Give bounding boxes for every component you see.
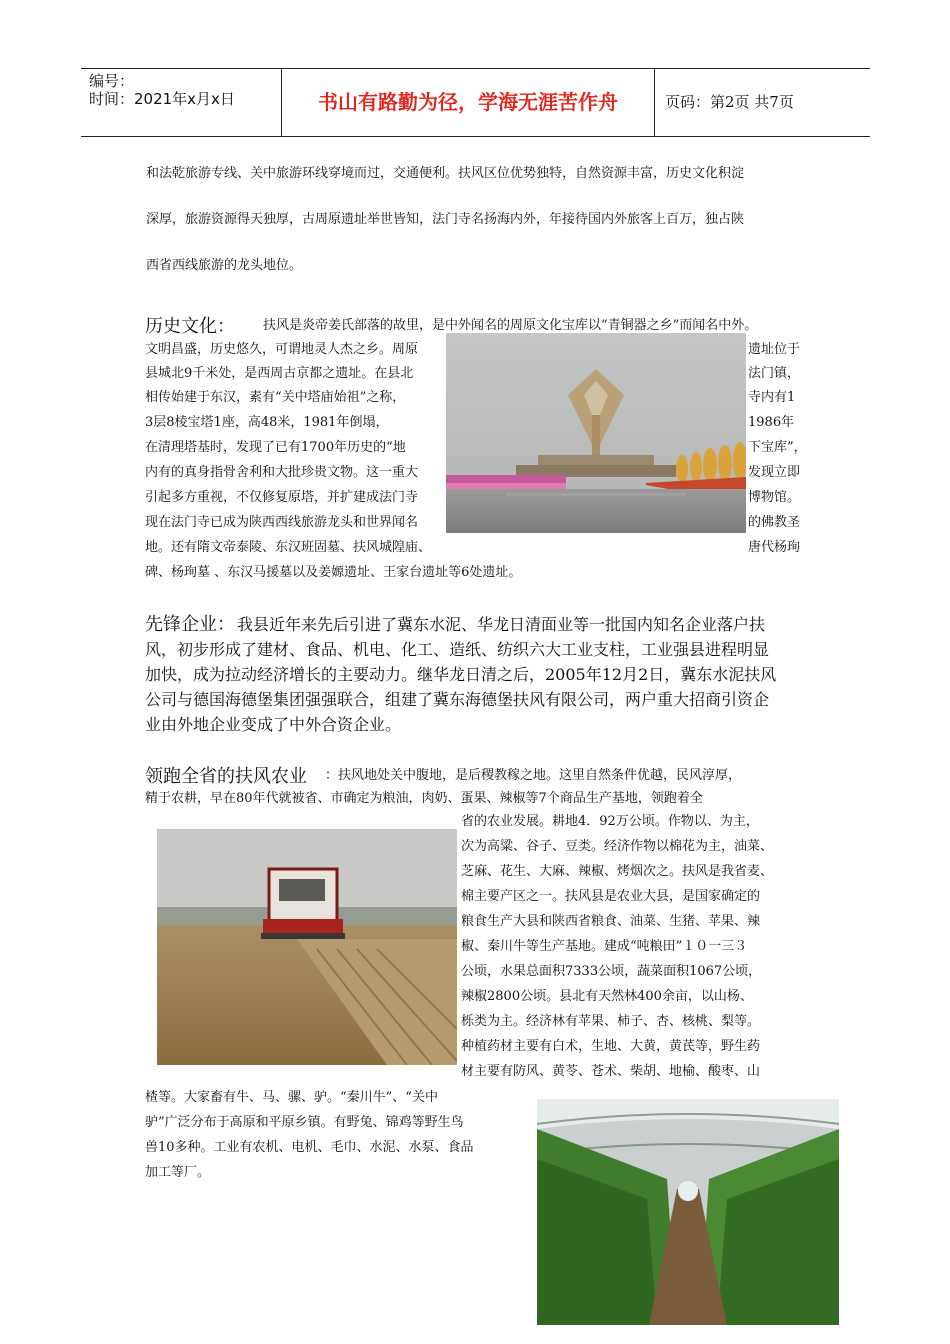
agriculture-right-line: 种植药材主要有白术，生地、大黄，黄芪等，野生药 bbox=[461, 1039, 761, 1054]
agriculture-after-line: 兽10多种。工业有农机、电机、毛巾、水泥、水泵、食品 bbox=[145, 1140, 474, 1155]
history-right-line: 1986年 bbox=[748, 415, 795, 430]
famen-temple-photo bbox=[446, 333, 746, 533]
enterprise-line: 风，初步形成了建材、食品、机电、化工、造纸、纺织六大工业支柱，工业强县进程明显 bbox=[145, 640, 770, 659]
history-right-line: 遗址位于 bbox=[748, 342, 801, 357]
wheat-harvest-photo bbox=[157, 829, 457, 1065]
agriculture-right-line: 栎类为主。经济林有苹果、柿子、杏、核桃、梨等。 bbox=[461, 1014, 761, 1029]
enterprise-line: 我县近年来先后引进了冀东水泥、华龙日清面业等一批国内知名企业落户扶 bbox=[237, 615, 766, 634]
intro-line: 西省西线旅游的龙头地位。 bbox=[146, 258, 303, 273]
header-page-info: 页码：第2页 共7页 bbox=[665, 93, 794, 111]
agriculture-right-line: 辣椒2800公顷。县北有天然林400余亩，以山杨、 bbox=[461, 989, 753, 1004]
header-left-cell bbox=[81, 69, 282, 136]
history-left-line: 地。还有隋文帝泰陵、东汉班固墓、扶风城隍庙、 bbox=[145, 540, 432, 555]
intro-line: 深厚，旅游资源得天独厚，古周原遗址举世皆知，法门寺名扬海内外，年接待国内外旅客上百万，独占陕 bbox=[146, 212, 745, 227]
enterprise-line: 加快，成为拉动经济增长的主要动力。继华龙日清之后，2005年12月2日，冀东水泥扶风 bbox=[145, 665, 777, 684]
history-right-line: 的佛教圣 bbox=[748, 515, 801, 530]
history-first-line: 扶风是炎帝姜氏部落的故里，是中外闻名的周原文化宝库以“青铜器之乡”而闻名中外。 bbox=[263, 318, 758, 333]
agriculture-right-line: 省的农业发展。耕地4．92万公顷。作物以、为主， bbox=[461, 814, 759, 829]
history-right-line: 发现立即 bbox=[748, 465, 801, 480]
history-right-line: 博物馆。 bbox=[748, 490, 801, 505]
enterprise-line: 业由外地企业变成了中外合资企业。 bbox=[145, 715, 402, 734]
history-right-line: 下宝库”， bbox=[748, 440, 807, 455]
history-left-line: 文明昌盛，历史悠久，可谓地灵人杰之乡。周原 bbox=[145, 342, 419, 357]
history-right-line: 唐代杨珣 bbox=[748, 540, 801, 555]
famen-temple-illustration bbox=[446, 333, 746, 533]
greenhouse-illustration bbox=[537, 1099, 839, 1325]
history-left-line: 内有的真身指骨舍利和大批珍贵文物。这一重大 bbox=[145, 465, 419, 480]
agriculture-right-line: 公顷，水果总面积7333公顷，蔬菜面积1067公顷， bbox=[461, 964, 762, 979]
header-motto: 书山有路勤为径，学海无涯苦作舟 bbox=[282, 69, 655, 136]
history-last-line: 碑、杨珣墓 、东汉马援墓以及姜嫄遗址、王家台遗址等6处遗址。 bbox=[145, 565, 522, 580]
page-header bbox=[81, 68, 870, 137]
history-left-line: 县城北9千米处，是西周古京都之遗址。在县北 bbox=[145, 366, 414, 381]
enterprise-line: 公司与德国海德堡集团强强联合，组建了冀东海德堡扶风有限公司，两户重大招商引资企 bbox=[145, 690, 770, 709]
history-right-line: 寺内有1 bbox=[748, 390, 796, 405]
agriculture-after-line: 加工等厂。 bbox=[145, 1165, 211, 1180]
history-left-line: 3层8棱宝塔1座，高48米，1981年倒塌， bbox=[145, 415, 389, 430]
history-right-line: 法门镇， bbox=[748, 366, 801, 381]
agriculture-right-line: 材主要有防风、黄苓、苍术、柴胡、地榆、酸枣、山 bbox=[461, 1064, 761, 1079]
document-number-label: 编号： bbox=[89, 72, 135, 90]
greenhouse-photo bbox=[537, 1099, 839, 1325]
agriculture-line: 精于农耕，早在80年代就被省、市确定为粮油，肉奶、蛋果、辣椒等7个商品生产基地，领跑着全 bbox=[145, 791, 703, 806]
agriculture-right-line: 芝麻、花生、大麻、辣椒、烤烟次之。扶风是我省麦、 bbox=[461, 864, 774, 879]
agriculture-first-line: ：扶风地处关中腹地，是后稷教稼之地。这里自然条件优越，民风淳厚， bbox=[325, 768, 742, 783]
agriculture-right-line: 次为高粱、谷子、豆类。经济作物以棉花为主，油菜、 bbox=[461, 839, 774, 854]
agriculture-right-line: 椒、秦川牛等生产基地。建成“吨粮田”１０一三３ bbox=[461, 939, 748, 954]
history-left-line: 现在法门寺已成为陕西西线旅游龙头和世界闻名 bbox=[145, 515, 419, 530]
document-time-label: 时间：2021年x月x日 bbox=[89, 90, 235, 108]
agriculture-after-line: 驴”广泛分布于高原和平原乡镇。有野兔、锦鸡等野生鸟 bbox=[145, 1115, 464, 1130]
agriculture-right-line: 粮食生产大县和陕西省粮食、油菜、生猪、苹果、辣 bbox=[461, 914, 761, 929]
agriculture-after-line: 楂等。大家畜有牛、马、骡、驴。“秦川牛”、“关中 bbox=[145, 1090, 438, 1105]
intro-line: 和法乾旅游专线、关中旅游环线穿境而过，交通便利。扶风区位优势独特，自然资源丰富，历史文化积淀 bbox=[146, 166, 745, 181]
history-left-line: 相传始建于东汉，素有“关中塔庙始祖”之称， bbox=[145, 390, 406, 405]
agriculture-right-line: 棉主要产区之一。扶风县是农业大县，是国家确定的 bbox=[461, 889, 761, 904]
enterprise-heading: 先锋企业： bbox=[145, 614, 235, 635]
wheat-harvest-illustration bbox=[157, 829, 457, 1065]
history-left-line: 引起多方重视，不仅修复原塔，并扩建成法门寺 bbox=[145, 490, 419, 505]
agriculture-heading: 领跑全省的扶风农业 bbox=[145, 766, 307, 787]
history-heading: 历史文化： bbox=[145, 316, 235, 337]
history-left-line: 在清理塔基时，发现了已有1700年历史的“地 bbox=[145, 440, 406, 455]
